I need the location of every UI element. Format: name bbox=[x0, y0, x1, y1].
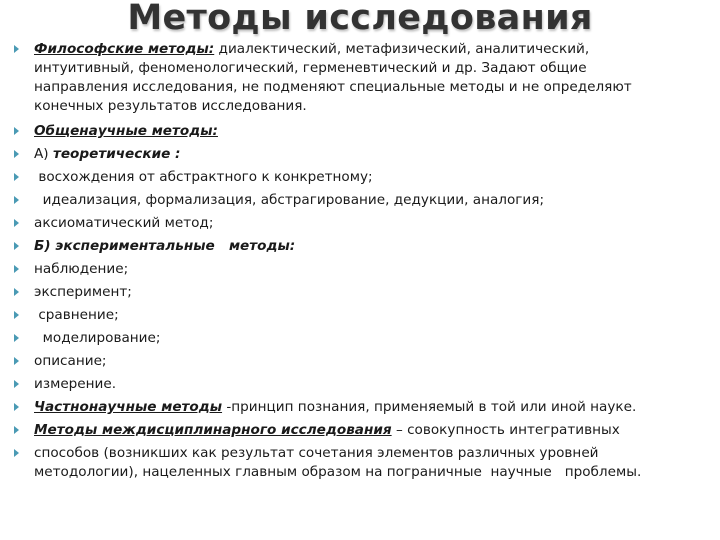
item-heading: теоретические : bbox=[52, 146, 181, 162]
item-text: сравнение; bbox=[34, 307, 119, 323]
item-text: -принцип познания, применяемый в той или иной науке. bbox=[222, 399, 637, 415]
item-text: способов (возникших как результат сочетания элементов различных уровней bbox=[34, 445, 599, 461]
item-text: описание; bbox=[34, 353, 107, 369]
arrow-bullet-icon bbox=[14, 403, 19, 411]
arrow-bullet-icon bbox=[14, 449, 19, 457]
item-text: наблюдение; bbox=[34, 261, 129, 277]
item-text: аксиоматический метод; bbox=[34, 215, 214, 231]
arrow-bullet-icon bbox=[14, 173, 19, 181]
item-prefix: А) bbox=[34, 146, 53, 162]
item-heading: Философские методы: bbox=[34, 41, 215, 57]
arrow-bullet-icon bbox=[14, 288, 19, 296]
item-heading: Б) экспериментальные методы: bbox=[34, 238, 296, 254]
item-heading: Методы междисциплинарного исследования bbox=[34, 422, 392, 438]
item-text: эксперимент; bbox=[34, 284, 132, 300]
arrow-bullet-icon bbox=[14, 311, 19, 319]
item-text: моделирование; bbox=[34, 330, 161, 346]
arrow-bullet-icon bbox=[14, 219, 19, 227]
arrow-bullet-icon bbox=[14, 380, 19, 388]
item-text: идеализация, формализация, абстрагирование, дедукции, аналогия; bbox=[34, 192, 545, 208]
page-title: Методы исследования bbox=[127, 0, 593, 38]
arrow-bullet-icon bbox=[14, 357, 19, 365]
item-heading: Общенаучные методы: bbox=[34, 123, 218, 139]
arrow-bullet-icon bbox=[14, 334, 19, 342]
arrow-bullet-icon bbox=[14, 150, 19, 158]
arrow-bullet-icon bbox=[14, 127, 19, 135]
item-continuation: методологии), нацеленных главным образом на пограничные научные проблемы. bbox=[34, 464, 642, 480]
item-continuation: конечных результатов исследования. bbox=[34, 98, 307, 114]
arrow-bullet-icon bbox=[14, 265, 19, 273]
arrow-bullet-icon bbox=[14, 45, 19, 53]
arrow-bullet-icon bbox=[14, 242, 19, 250]
item-continuation: интуитивный, феноменологический, герменевтический и др. Задают общие bbox=[34, 60, 587, 76]
item-continuation: направления исследования, не подменяют специальные методы и не определяют bbox=[34, 79, 632, 95]
item-text: – совокупность интегративных bbox=[391, 422, 620, 438]
item-heading: Частнонаучные методы bbox=[34, 399, 223, 415]
item-text: измерение. bbox=[34, 376, 117, 392]
item-text: восхождения от абстрактного к конкретному; bbox=[34, 169, 373, 185]
arrow-bullet-icon bbox=[14, 196, 19, 204]
item-text: диалектический, метафизический, аналитический, bbox=[214, 41, 590, 57]
arrow-bullet-icon bbox=[14, 426, 19, 434]
